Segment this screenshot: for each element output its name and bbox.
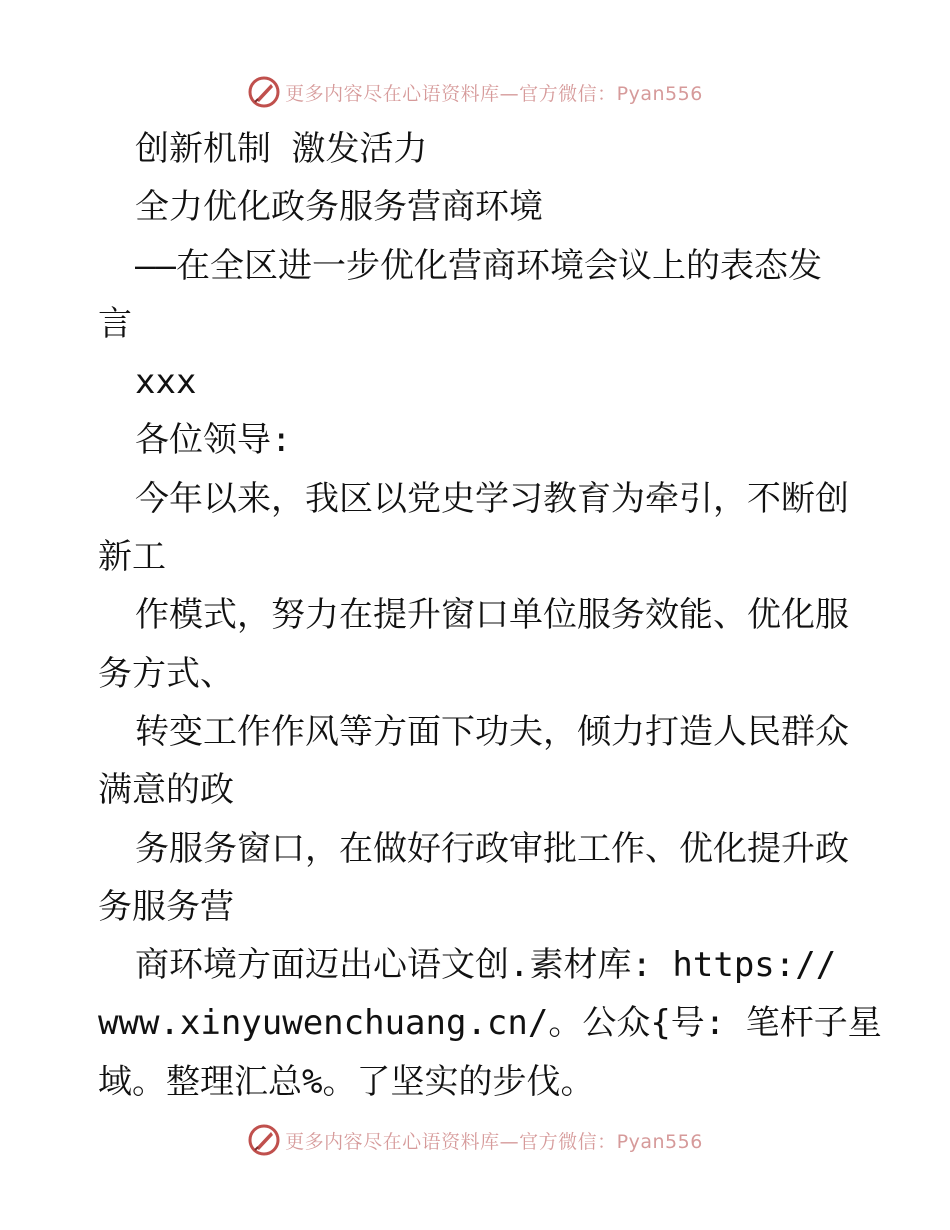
doc-line-author: xxx: [135, 362, 197, 403]
header-watermark-text: 更多内容尽在心语资料库—官方微信：Pyan556: [285, 82, 703, 105]
header-watermark-banner: [0, 72, 950, 112]
doc-line-para-2: 作模式，努力在提升窗口单位服务效能、优化服: [135, 595, 849, 636]
doc-line-para-2-cont: 务方式、: [98, 653, 234, 694]
document-body: [98, 120, 882, 1111]
doc-line-para-5: 商环境方面迈出心语文创.素材库: https://: [135, 945, 837, 986]
doc-line-para-3: 转变工作作风等方面下功夫，倾力打造人民群众: [135, 711, 849, 752]
doc-line-para-1: 今年以来，我区以党史学习教育为牵引，不断创: [135, 478, 849, 519]
quill-logo-icon: [247, 1123, 281, 1157]
doc-line-para-1-cont: 新工: [98, 537, 166, 578]
doc-line-para-3-cont: 满意的政: [98, 770, 234, 811]
doc-line-title-1: 创新机制 激发活力: [135, 129, 428, 169]
footer-watermark-text: 更多内容尽在心语资料库—官方微信：Pyan556: [285, 1130, 703, 1153]
doc-line-para-4-cont: 务服务营: [98, 886, 234, 927]
doc-line-subtitle: ——在全区进一步优化营商环境会议上的表态发: [135, 245, 822, 286]
doc-line-title-2: 全力优化政务服务营商环境: [135, 187, 543, 228]
doc-line-para-5-cont: www.xinyuwenchuang.cn/。公众{号: 笔杆子星: [98, 1003, 882, 1044]
doc-line-para-4: 务服务窗口，在做好行政审批工作、优化提升政: [135, 828, 849, 869]
quill-logo-icon: [247, 75, 281, 109]
doc-line-subtitle-cont: 言: [98, 303, 132, 344]
doc-line-salutation: 各位领导:: [135, 420, 292, 461]
footer-watermark-banner: [0, 1120, 950, 1160]
doc-line-para-5-end: 域。整理汇总%。了坚实的步伐。: [98, 1061, 595, 1102]
